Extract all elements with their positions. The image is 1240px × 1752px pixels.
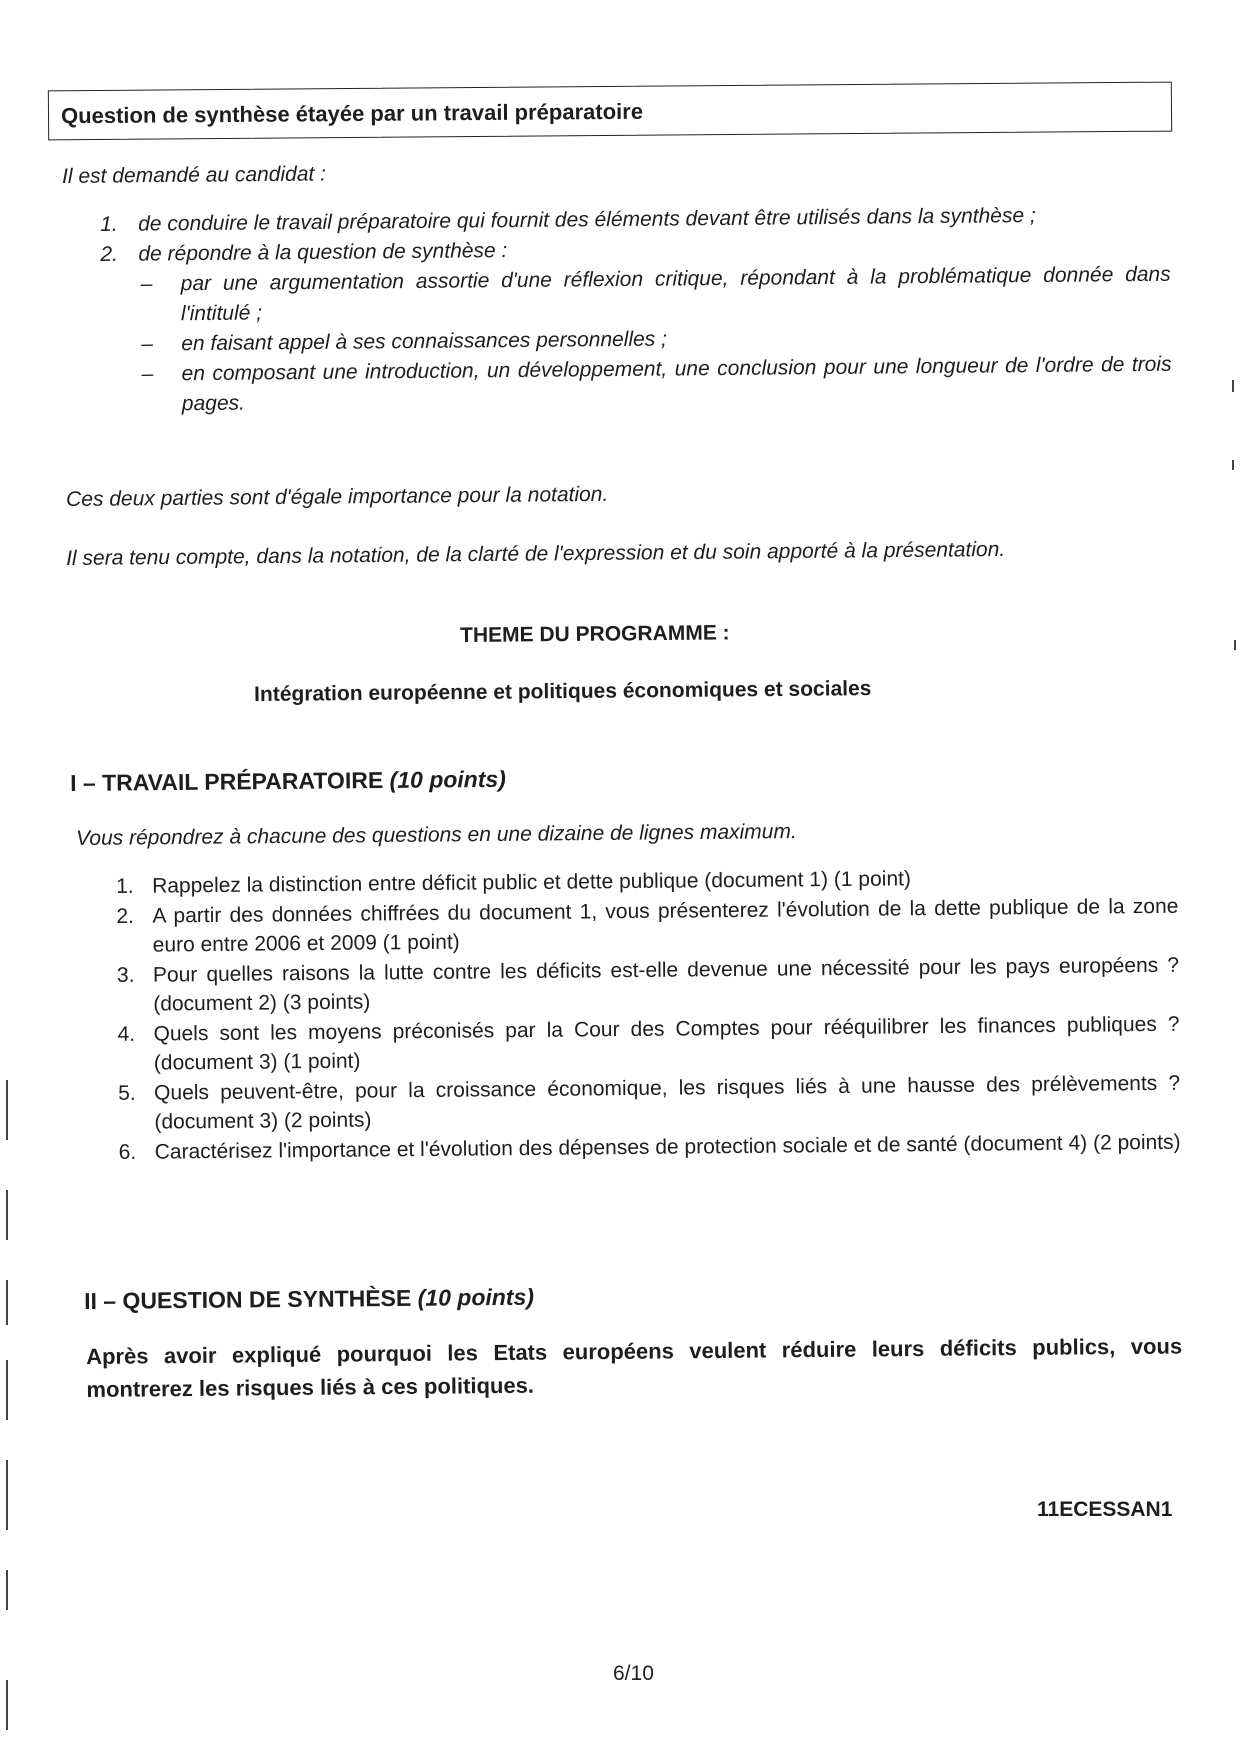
section1-points: (10 points) <box>389 765 507 793</box>
question-number: 1. <box>116 874 134 898</box>
notation-note: Ces deux parties sont d'égale importance pour la notation. <box>66 482 609 511</box>
presentation-note: Il sera tenu compte, dans la notation, de la clarté de l'expression et du soin apporté à la présentation. <box>66 537 1006 570</box>
section1-title: I – TRAVAIL PRÉPARATOIRE <box>70 766 384 796</box>
subtask-item <box>139 350 1172 420</box>
dash-bullet: – <box>141 362 154 386</box>
task-number: 2. <box>100 242 119 266</box>
question-number: 3. <box>116 963 135 987</box>
synthesis-question: Après avoir expliqué pourquoi les Etats européens veulent réduire leurs déficits publics, vous montrerez les risques liés à ces politiques. <box>86 1333 1183 1402</box>
question-number: 4. <box>117 1022 136 1046</box>
section1-heading <box>70 766 506 797</box>
subtask-text: par une argumentation assortie d'une réflexion critique, répondant à la problématique donnée dans l'intitulé ; <box>180 262 1171 326</box>
subtask-text: en faisant appel à ses connaissances personnelles ; <box>181 327 668 356</box>
section1-instruction: Vous répondrez à chacune des questions en une dizaine de lignes maximum. <box>76 820 797 850</box>
intro-text: Il est demandé au candidat : <box>62 162 327 188</box>
scan-artifact <box>6 1570 8 1610</box>
section2-points: (10 points) <box>417 1283 535 1311</box>
question-item <box>111 1009 1180 1078</box>
task-number: 1. <box>100 212 118 236</box>
scan-artifact <box>1234 640 1236 650</box>
scan-artifact <box>6 1680 8 1730</box>
scan-artifact <box>6 1080 8 1140</box>
subtask-item <box>139 260 1172 330</box>
task-text: de conduire le travail préparatoire qui fournit des éléments devant être utilisés dans la synthèse ; <box>138 204 1036 236</box>
theme-label: THEME DU PROGRAMME : <box>460 621 730 647</box>
question-item <box>110 891 1179 960</box>
scan-artifact <box>6 1360 8 1420</box>
question-item <box>112 1068 1181 1137</box>
question-list <box>110 862 1181 1167</box>
question-item <box>111 950 1180 1019</box>
page-number: 6/10 <box>613 1662 654 1685</box>
question-text: Caractérisez l'importance et l'évolution des dépenses de protection sociale et de santé (document 4) (2 points) <box>154 1130 1181 1164</box>
header-box <box>48 82 1172 141</box>
document-code: 11ECESSAN1 <box>1037 1498 1173 1521</box>
question-text: Quels sont les moyens préconisés par la Cour des Comptes pour rééquilibrer les finances publiques ? (document 3) (1 point) <box>153 1012 1180 1075</box>
scan-artifact <box>1232 460 1234 470</box>
task-item <box>100 230 1172 420</box>
question-text: Rappelez la distinction entre déficit public et dette publique (document 1) (1 point) <box>152 867 911 898</box>
question-number: 5. <box>118 1081 136 1105</box>
subtask-text: en composant une introduction, un développement, une conclusion pour une longueur de l'ordre de trois pages. <box>181 352 1172 416</box>
scan-artifact <box>6 1190 8 1240</box>
task-list <box>100 200 1172 420</box>
scan-artifact <box>6 1280 8 1325</box>
header-title: Question de synthèse étayée par un travail préparatoire <box>60 98 644 129</box>
question-number: 2. <box>116 904 135 928</box>
question-number: 6. <box>118 1140 137 1164</box>
scan-artifact <box>1232 380 1234 392</box>
question-text: Quels peuvent-être, pour la croissance économique, les risques liés à une hausse des prélèvements ? (document 3) (2 points) <box>154 1071 1181 1134</box>
task-text: de répondre à la question de synthèse : <box>138 239 508 266</box>
dash-bullet: – <box>140 272 153 296</box>
theme-title: Intégration européenne et politiques économiques et sociales <box>254 677 872 706</box>
section2-heading <box>84 1284 534 1315</box>
dash-bullet: – <box>141 332 154 356</box>
question-text: Pour quelles raisons la lutte contre les déficits est-elle devenue une nécessité pour les pays européens ? (document 2) (3 points) <box>152 953 1180 1016</box>
question-text: A partir des données chiffrées du document 1, vous présenterez l'évolution de la dette publique de la zone euro entre 2006 et 2009 (1 point) <box>152 894 1179 957</box>
scan-artifact <box>6 1460 8 1530</box>
section2-title: II – QUESTION DE SYNTHÈSE <box>84 1284 412 1314</box>
